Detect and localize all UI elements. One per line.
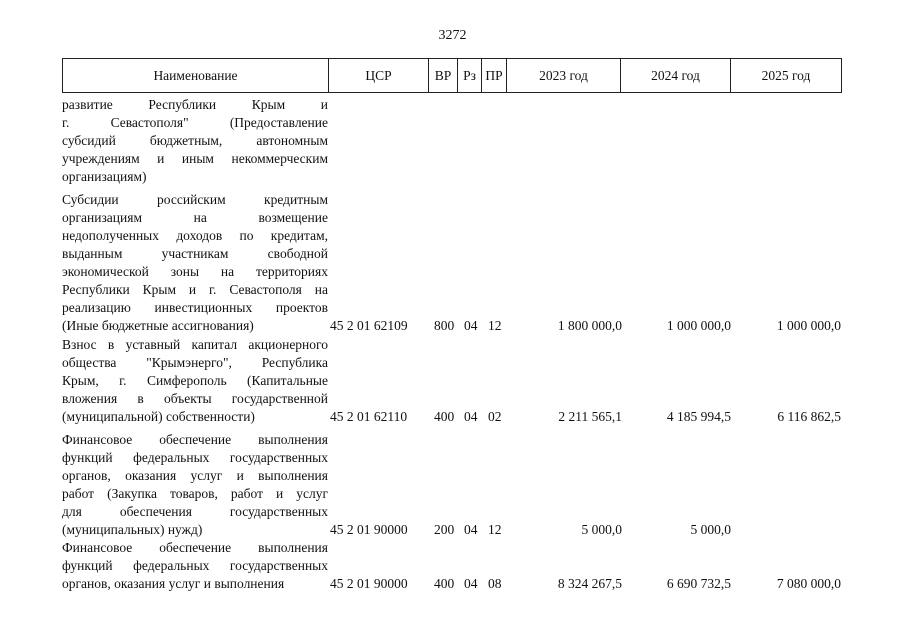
row-2024: 5 000,0 — [690, 522, 731, 537]
table-header — [62, 58, 842, 93]
description-line: Республики Крым и г. Севастополя на — [62, 282, 328, 297]
description-line: (муниципальной) собственности) — [62, 409, 255, 424]
description-line: общества "Крымэнерго", Республика — [62, 355, 328, 370]
row-csr: 45 2 01 90000 — [330, 576, 408, 591]
description-line: Крым, г. Симферополь (Капитальные — [62, 373, 328, 388]
row-description — [62, 191, 328, 335]
row-2023: 5 000,0 — [581, 522, 622, 537]
row-rz: 04 — [464, 409, 478, 424]
row-rz: 04 — [464, 576, 478, 591]
description-line: организациям) — [62, 169, 147, 184]
row-description — [62, 539, 328, 593]
description-line: учреждениям и иным некоммерческим — [62, 151, 328, 166]
row-pr: 08 — [488, 576, 502, 591]
description-line: Финансовое обеспечение выполнения — [62, 540, 328, 555]
description-line: Взнос в уставный капитал акционерного — [62, 337, 328, 352]
description-line: Субсидии российским кредитным — [62, 192, 328, 207]
description-line: организациям на возмещение — [62, 210, 328, 225]
header-2023: 2023 год — [507, 59, 621, 92]
header-name: Наименование — [63, 59, 329, 92]
description-line: органов, оказания услуг и выполнения — [62, 468, 328, 483]
description-line: функций федеральных государственных — [62, 450, 328, 465]
row-description — [62, 336, 328, 426]
row-vr: 800 — [434, 318, 455, 333]
row-description — [62, 96, 328, 186]
description-line: органов, оказания услуг и выполнения — [62, 576, 285, 591]
header-rz: Рз — [458, 59, 482, 92]
description-line: (Иные бюджетные ассигнования) — [62, 318, 254, 333]
row-csr: 45 2 01 90000 — [330, 522, 408, 537]
row-pr: 12 — [488, 522, 502, 537]
header-2025: 2025 год — [761, 68, 811, 83]
description-line: работ (Закупка товаров, работ и услуг — [62, 486, 328, 501]
description-line: Финансовое обеспечение выполнения — [62, 432, 328, 447]
row-2023: 2 211 565,1 — [558, 409, 622, 424]
description-line: недополученных доходов по кредитам, — [62, 228, 328, 243]
row-csr: 45 2 01 62109 — [330, 318, 408, 333]
description-line: г. Севастополя" (Предоставление — [62, 115, 328, 130]
row-2025: 6 116 862,5 — [777, 409, 841, 424]
description-line: экономической зоны на территориях — [62, 264, 328, 279]
row-description — [62, 431, 328, 539]
row-2023: 8 324 267,5 — [557, 576, 622, 591]
header-csr: ЦСР — [329, 59, 429, 92]
row-2025: 7 080 000,0 — [776, 576, 841, 591]
row-2024: 4 185 994,5 — [666, 409, 731, 424]
description-line: реализацию инвестиционных проектов — [62, 300, 328, 315]
description-line: (муниципальных) нужд) — [62, 522, 203, 537]
row-rz: 04 — [464, 318, 478, 333]
page-number: 3272 — [438, 28, 467, 43]
description-line: развитие Республики Крым и — [62, 97, 328, 112]
header-vr: ВР — [429, 59, 458, 92]
row-2025: 1 000 000,0 — [776, 318, 841, 333]
description-line: выданным участникам свободной — [62, 246, 328, 261]
row-vr: 400 — [434, 576, 455, 591]
row-2023: 1 800 000,0 — [557, 318, 622, 333]
row-vr: 400 — [434, 409, 455, 424]
row-2024: 1 000 000,0 — [666, 318, 731, 333]
row-2024: 6 690 732,5 — [666, 576, 731, 591]
description-line: субсидий бюджетным, автономным — [62, 133, 328, 148]
row-rz: 04 — [464, 522, 478, 537]
header-pr: ПР — [482, 59, 507, 92]
description-line: функций федеральных государственных — [62, 558, 328, 573]
row-vr: 200 — [434, 522, 455, 537]
row-csr: 45 2 01 62110 — [330, 409, 408, 424]
header-2024: 2024 год — [621, 59, 731, 92]
description-line: для обеспечения государственных — [62, 504, 328, 519]
description-line: вложения в объекты государственной — [62, 391, 328, 406]
row-pr: 02 — [488, 409, 502, 424]
row-pr: 12 — [488, 318, 502, 333]
